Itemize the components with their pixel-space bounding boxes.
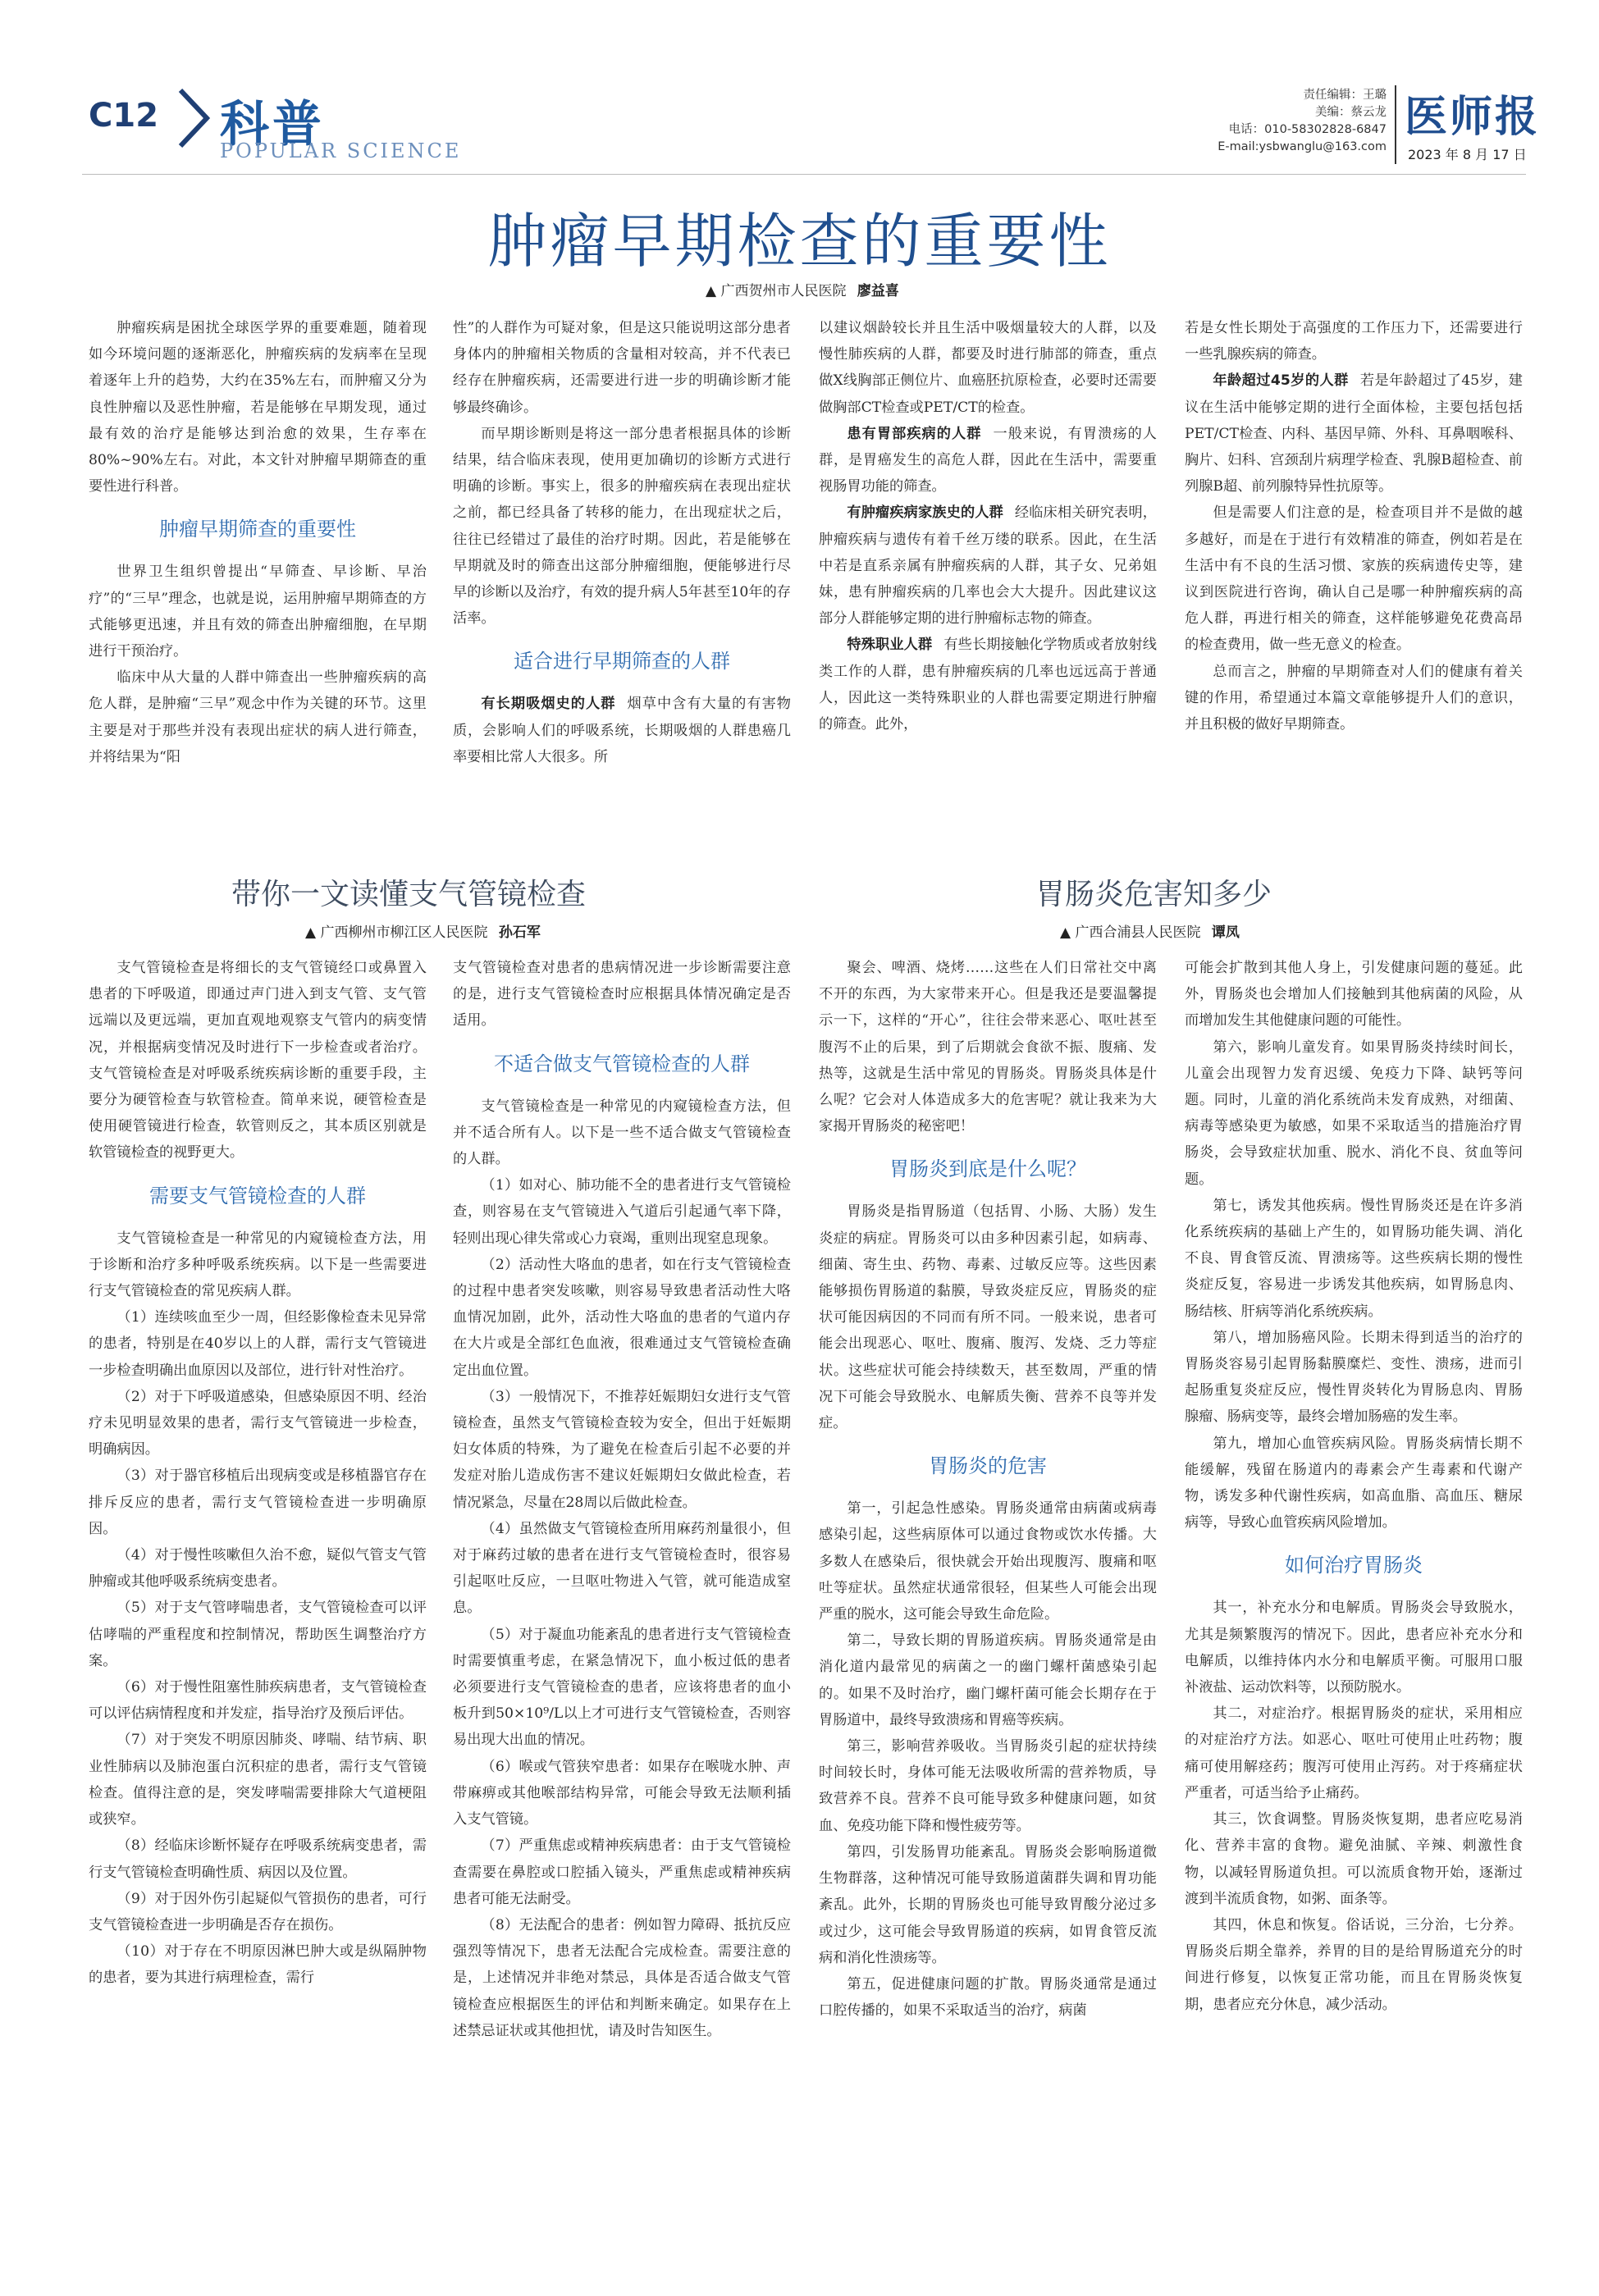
masthead-divider xyxy=(1395,85,1396,164)
paragraph: （7）严重焦虑或精神疾病患者：由于支气管镜检查需要在鼻腔或口腔插入镜头，严重焦虑或精神疾病患者可能无法耐受。 xyxy=(453,1837,791,1907)
article2-byline xyxy=(305,920,541,941)
paragraph-lead: 有长期吸烟史的人群 xyxy=(481,696,616,713)
paragraph-lead: 特殊职业人群 xyxy=(847,637,933,654)
paragraph: （4）对于慢性咳嗽但久治不愈，疑似气管支气管肿瘤或其他呼吸系统病变患者。 xyxy=(89,1547,427,1591)
subheading: 适合进行早期筛查的人群 xyxy=(514,650,730,673)
paragraph: 支气管镜检查是将细长的支气管镜经口或鼻置入患者的下呼吸道，即通过声门进入到支气管、支气管远端以及更远端，更加直观地观察支气管内的病变情况，并根据病变情况及时进行下一步检查或者治疗。支气管镜检查是对呼吸系统疾病诊断的重要手段，主要分为硬管检查与软管检查。简单来说，硬管检查是使用硬管镜进行检查，软管则反之，其本质区别就是软管镜检查的视野更大。 xyxy=(89,960,427,1162)
paragraph: 世界卫生组织曾提出“早筛查、早诊断、早治疗”的“三早”理念，也就是说，运用肿瘤早期筛查的方式能够更迅速，并且有效的筛查出肿瘤细胞，在早期进行干预治疗。 xyxy=(89,564,427,660)
designer-credit: 美编：蔡云龙 xyxy=(1315,106,1387,119)
paragraph: 其三，饮食调整。胃肠炎恢复期，患者应吃易消化、营养丰富的食物。避免油腻、辛辣、刺激性食物，以减轻胃肠道负担。可以流质食物开始，逐渐过渡到半流质食物，如粥、面条等。 xyxy=(1185,1811,1523,1907)
paragraph: 第二，导致长期的胃肠道疾病。胃肠炎通常是由消化道内最常见的病菌之一的幽门螺杆菌感染引起的。如果不及时治疗，幽门螺杆菌可能会长期存在于胃肠道中，最终导致溃疡和胃癌等疾病。 xyxy=(819,1632,1157,1728)
paragraph-text: 有些长期接触化学物质或者放射线类工作的人群，患有肿瘤疾病的几率也远远高于普通人，因此这一类特殊职业的人群也需要定期进行肿瘤的筛查。此外， xyxy=(819,637,1157,733)
paragraph: （5）对于支气管哮喘患者，支气管镜检查可以评估哮喘的严重程度和控制情况，帮助医生调整治疗方案。 xyxy=(89,1600,427,1669)
paragraph: 其四，休息和恢复。俗话说，三分治，七分养。胃肠炎后期全靠养，养胃的目的是给胃肠道充分的时间进行修复，以恢复正常功能，而且在胃肠炎恢复期，患者应充分休息，减少活动。 xyxy=(1185,1916,1523,2013)
paragraph: 临床中从大量的人群中筛查出一些肿瘤疾病的高危人群，是肿瘤“三早”观念中作为关键的环节。这里主要是对于那些并没有表现出症状的病人进行筛查，并将结果为“阳 xyxy=(89,669,427,765)
section-title: 科普 xyxy=(220,96,325,153)
article1-column-3 xyxy=(819,315,1157,865)
paragraph: （7）对于突发不明原因肺炎、哮喘、结节病、职业性肺病以及肺泡蛋白沉积症的患者，需行支气管镜检查。值得注意的是，突发哮喘需要排除大气道梗阻或狭窄。 xyxy=(89,1732,427,1828)
paragraph: （5）对于凝血功能紊乱的患者进行支气管镜检查时需要慎重考虑，在紧急情况下，血小板过低的患者必须要进行支气管镜检查的患者，应该将患者的血小板升到50×10⁹/L以上才可进行支气管镜检查，否则容易出现大出血的情况。 xyxy=(453,1626,791,1749)
paragraph: （6）对于慢性阻塞性肺疾病患者，支气管镜检查可以评估病情程度和并发症，指导治疗及预后评估。 xyxy=(89,1679,427,1723)
paragraph: 第七，诱发其他疾病。慢性胃肠炎还是在许多消化系统疾病的基础上产生的，如胃肠功能失调、消化不良、胃食管反流、胃溃疡等。这些疾病长期的慢性炎症反复，容易进一步诱发其他疾病，如胃肠息肉、肠结核、肝病等消化系统疾病。 xyxy=(1185,1197,1523,1320)
paragraph-lead: 患有胃部疾病的人群 xyxy=(847,425,982,442)
paragraph: 胃肠炎是指胃肠道（包括胃、小肠、大肠）发生炎症的病症。胃肠炎可以由多种因素引起，如病毒、细菌、寄生虫、药物、毒素、过敏反应等。这些因素能够损伤胃肠道的黏膜，导致炎症反应，胃肠炎的症状可能因病因的不同而有所不同。一般来说，患者可能会出现恶心、呕吐、腹痛、腹泻、发烧、乏力等症状。这些症状可能会持续数天，甚至数周，严重的情况下可能会导致脱水、电解质失衡、营养不良等并发症。 xyxy=(819,1203,1157,1432)
paragraph: 第三，影响营养吸收。当胃肠炎引起的症状持续时间较长时，身体可能无法吸收所需的营养物质，导致营养不良。营养不良可能导致多种健康问题，如贫血、免疫功能下降和慢性疲劳等。 xyxy=(819,1738,1157,1834)
header-rule xyxy=(82,174,1526,175)
email-credit: E-mail:ysbwanglu@163.com xyxy=(1218,140,1387,153)
paragraph: （3）一般情况下，不推荐妊娠期妇女进行支气管镜检查，虽然支气管镜检查较为安全，但出于妊娠期妇女体质的特殊，为了避免在检查后引起不必要的并发症对胎儿造成伤害不建议妊娠期妇女做此检查，若情况紧急，尽量在28周以后做此检查。 xyxy=(453,1388,791,1511)
section-subtitle: POPULAR SCIENCE xyxy=(220,139,462,162)
paragraph: 可能会扩散到其他人身上，引发健康问题的蔓延。此外，胃肠炎也会增加人们接触到其他病菌的风险，从而增加发生其他健康问题的可能性。 xyxy=(1185,960,1523,1029)
paragraph: 第八，增加肠癌风险。长期未得到适当的治疗的胃肠炎容易引起胃肠黏膜糜烂、变性、溃疡，进而引起肠重复炎症反应，慢性胃炎转化为胃肠息肉、胃肠腺瘤、肠病变等，最终会增加肠癌的发生率。 xyxy=(1185,1329,1523,1426)
subheading: 胃肠炎到底是什么呢？ xyxy=(889,1157,1086,1181)
paragraph: （4）虽然做支气管镜检查所用麻药剂量很小，但对于麻药过敏的患者在进行支气管镜检查时，很容易引起呕吐反应，一旦呕吐物进入气管，就可能造成窒息。 xyxy=(453,1520,791,1617)
paragraph: （6）喉或气管狭窄患者：如果存在喉咙水肿、声带麻痹或其他喉部结构异常，可能会导致无法顺利插入支气管镜。 xyxy=(453,1758,791,1828)
article3-column-2 xyxy=(1185,955,1523,2267)
paragraph: 性”的人群作为可疑对象，但是这只能说明这部分患者身体内的肿瘤相关物质的含量相对较高，并不代表已经存在肿瘤疾病，还需要进行进一步的明确诊断才能够最终确诊。 xyxy=(453,320,791,416)
editor-credits xyxy=(1132,87,1387,156)
article2-column-1 xyxy=(89,955,427,2267)
subheading: 肿瘤早期筛查的重要性 xyxy=(159,518,356,541)
paragraph: 其一，补充水分和电解质。胃肠炎会导致脱水，尤其是频繁腹泻的情况下。因此，患者应补充水分和电解质，以维持体内水分和电解质平衡。可服用口服补液盐、运动饮料等，以预防脱水。 xyxy=(1185,1600,1523,1696)
byline-org: ▲ 广西合浦县人民医院 xyxy=(1060,924,1201,941)
article1-column-4 xyxy=(1185,315,1523,865)
editor-credit: 责任编辑：王璐 xyxy=(1303,89,1387,102)
paragraph: 其二，对症治疗。根据胃肠炎的症状，采用相应的对症治疗方法。如恶心、呕吐可使用止吐药物；腹痛可使用解痉药；腹泻可使用止泻药。对于疼痛症状严重者，可适当给予止痛药。 xyxy=(1185,1705,1523,1801)
subheading: 需要支气管镜检查的人群 xyxy=(149,1184,366,1207)
byline-author: 谭凤 xyxy=(1211,924,1240,941)
article3-column-1 xyxy=(819,955,1157,2267)
paragraph-text: 烟草中含有大量的有害物质，会影响人们的呼吸系统，长期吸烟的人群患癌几率要相比常人大很多。所 xyxy=(453,696,791,765)
article1-title: 肿瘤早期检查的重要性 xyxy=(487,207,1112,276)
paper-logo: 医师报 xyxy=(1405,92,1541,142)
article3-title: 胃肠炎危害知多少 xyxy=(1035,878,1272,911)
issue-date: 2023 年 8 月 17 日 xyxy=(1408,147,1527,162)
byline-org: ▲ 广西柳州市柳江区人民医院 xyxy=(305,924,488,941)
article1-column-1 xyxy=(89,315,427,865)
paragraph: 第九，增加心血管疾病风险。胃肠炎病情长期不能缓解，残留在肠道内的毒素会产生毒素和代谢产物，诱发多种代谢性疾病，如高血脂、高血压、糖尿病等，导致心血管疾病风险增加。 xyxy=(1185,1435,1523,1531)
article2-title: 带你一文读懂支气管镜检查 xyxy=(231,878,587,911)
paragraph: （1）如对心、肺功能不全的患者进行支气管镜检查，则容易在支气管镜进入气道后引起通气率下降，轻则出现心律失常或心力衰竭，重则出现窒息现象。 xyxy=(453,1177,791,1247)
paragraph: 第一，引起急性感染。胃肠炎通常由病菌或病毒感染引起，这些病原体可以通过食物或饮水传播。大多数人在感染后，很快就会开始出现腹泻、腹痛和呕吐等症状。虽然症状通常很轻，但某些人可能会出现严重的脱水，这可能会导致生命危险。 xyxy=(819,1500,1157,1623)
byline-org: ▲ 广西贺州市人民医院 xyxy=(706,283,847,299)
subheading: 不适合做支气管镜检查的人群 xyxy=(494,1052,750,1075)
paragraph: 而早期诊断则是将这一部分患者根据具体的诊断结果，结合临床表现，使用更加确切的诊断方式进行明确的诊断。事实上，很多的肿瘤疾病在表现出症状之前，都已经具备了转移的能力，在出现症状之后，往往已经错过了最佳的治疗时期。因此，若是能够在早期就及时的筛查出这部分肿瘤细胞，便能够进行尽早的诊断以及治疗，有效的提升病人5年甚至10年的存活率。 xyxy=(453,425,791,628)
article2-column-2 xyxy=(453,955,791,2267)
paragraph: 支气管镜检查是一种常见的内窥镜检查方法，但并不适合所有人。以下是一些不适合做支气管镜检查的人群。 xyxy=(453,1098,791,1168)
paragraph xyxy=(819,632,1157,737)
paragraph: 支气管镜检查是一种常见的内窥镜检查方法，用于诊断和治疗多种呼吸系统疾病。以下是一些需要进行支气管镜检查的常见疾病人群。 xyxy=(89,1230,427,1300)
paragraph: 肿瘤疾病是困扰全球医学界的重要难题，随着现如今环境问题的逐渐恶化，肿瘤疾病的发病率在呈现着逐年上升的趋势，大约在35%左右，而肿瘤又分为良性肿瘤以及恶性肿瘤，若是能够在早期发现，通过最有效的治疗是能够达到治愈的效果，生存率在80%~90%左右。对此，本文针对肿瘤早期筛查的重要性进行科普。 xyxy=(89,320,427,495)
paragraph-lead: 年龄超过45岁的人群 xyxy=(1213,372,1349,390)
byline-author: 孙石军 xyxy=(498,924,541,941)
byline-author: 廖益喜 xyxy=(857,283,899,299)
subheading: 胃肠炎的危害 xyxy=(929,1454,1047,1478)
paragraph: 第五，促进健康问题的扩散。胃肠炎通常是通过口腔传播的，如果不采取适当的治疗，病菌 xyxy=(819,1975,1157,2020)
paragraph: （8）无法配合的患者：例如智力障碍、抵抗反应强烈等情况下，患者无法配合完成检查。需要注意的是，上述情况并非绝对禁忌，具体是否适合做支气管镜检查应根据医生的评估和判断来确定。如果存在上述禁忌证状或其他担忧，请及时告知医生。 xyxy=(453,1916,791,2039)
paragraph: （10）对于存在不明原因淋巴肿大或是纵隔肿物的患者，要为其进行病理检查，需行 xyxy=(89,1943,427,1987)
article1-byline xyxy=(706,279,899,299)
chevron-right-icon xyxy=(174,85,217,151)
paragraph xyxy=(1185,367,1523,500)
paragraph: 聚会、啤酒、烧烤……这些在人们日常社交中离不开的东西，为大家带来开心。但是我还是要温馨提示一下，这样的“开心”，往往会带来恶心、呕吐甚至腹泻不止的后果，到了后期就会食欲不振、腹痛、发热等，这就是生活中常见的胃肠炎。胃肠炎具体是什么呢？它会对人体造成多大的危害呢？就让我来为大家揭开胃肠炎的秘密吧！ xyxy=(819,960,1157,1135)
paragraph: （2）活动性大咯血的患者，如在行支气管镜检查的过程中患者突发咳嗽，则容易导致患者活动性大咯血情况加剧，此外，活动性大咯血的患者的气道内存在大片或是全部红色血液，很难通过支气管镜检查确定出血位置。 xyxy=(453,1256,791,1379)
article3-byline xyxy=(1060,920,1240,941)
paragraph xyxy=(819,500,1157,632)
paragraph: （3）对于器官移植后出现病变或是移植器官存在排斥反应的患者，需行支气管镜检查进一步明确原因。 xyxy=(89,1468,427,1537)
paragraph: 总而言之，肿瘤的早期筛查对人们的健康有着关键的作用，希望通过本篇文章能够提升人们的意识，并且积极的做好早期筛查。 xyxy=(1185,663,1523,733)
column-gap xyxy=(1173,315,1174,848)
paragraph: 但是需要人们注意的是，检查项目并不是做的越多越好，而是在于进行有效精准的筛查，例如若是在生活中有不良的生活习惯、家族的疾病遗传史等，建议到医院进行咨询，确认自己是哪一种肿瘤疾病的高危人群，再进行相关的筛查，这样能够避免花费高昂的检查费用，做一些无意义的检查。 xyxy=(1185,504,1523,654)
paragraph: （8）经临床诊断怀疑存在呼吸系统病变患者，需行支气管镜检查明确性质、病因以及位置。 xyxy=(89,1837,427,1881)
subheading: 如何治疗胃肠炎 xyxy=(1285,1554,1423,1577)
paragraph: 以建议烟龄较长并且生活中吸烟量较大的人群，以及慢性肺疾病的人群，都要及时进行肺部的筛查，重点做X线胸部正侧位片、血癌胚抗原检查，必要时还需要做胸部CT检查或PET/CT的检查。 xyxy=(819,320,1157,416)
paragraph-text: 一般来说，有胃溃疡的人群，是胃癌发生的高危人群，因此在生活中，需要重视肠胃功能的筛查。 xyxy=(819,425,1157,495)
paragraph-lead: 有肿瘤疾病家族史的人群 xyxy=(847,504,1003,522)
paragraph-text: 经临床相关研究表明，肿瘤疾病与遗传有着千丝万缕的联系。因此，在生活中若是直系亲属有肿瘤疾病的人群，其子女、兄弟姐妹，患有肿瘤疾病的几率也会大大提升。因此建议这部分人群能够定期的进行肿瘤标志物的筛查。 xyxy=(819,504,1157,628)
page-number: C12 xyxy=(89,97,159,135)
paragraph: （2）对于下呼吸道感染，但感染原因不明、经治疗未见明显效果的患者，需行支气管镜进一步检查，明确病因。 xyxy=(89,1388,427,1458)
paragraph: 支气管镜检查对患者的患病情况进一步诊断需要注意的是，进行支气管镜检查时应根据具体情况确定是否适用。 xyxy=(453,960,791,1029)
paragraph: 第四，引发肠胃功能紊乱。胃肠炎会影响肠道微生物群落，这种情况可能导致肠道菌群失调和胃功能紊乱。此外，长期的胃肠炎也可能导致胃酸分泌过多或过少，这可能会导致胃肠道的疾病，如胃食管反流病和消化性溃疡等。 xyxy=(819,1843,1157,1966)
paragraph: （9）对于因外伤引起疑似气管损伤的患者，可行支气管镜检查进一步明确是否存在损伤。 xyxy=(89,1890,427,1933)
paragraph xyxy=(819,421,1157,500)
paragraph: 若是女性长期处于高强度的工作压力下，还需要进行一些乳腺疾病的筛查。 xyxy=(1185,320,1523,363)
paragraph: 第六，影响儿童发育。如果胃肠炎持续时间长，儿童会出现智力发育迟缓、免疫力下降、缺钙等问题。同时，儿童的消化系统尚未发育成熟，对细菌、病毒等感染更为敏感，如果不采取适当的措施治疗胃肠炎，会导致症状加重、脱水、消化不良、贫血等问题。 xyxy=(1185,1038,1523,1188)
phone-credit: 电话：010-58302828-6847 xyxy=(1228,123,1387,136)
paragraph xyxy=(453,691,791,770)
paragraph-text: 若是年龄超过了45岁，建议在生活中能够定期的进行全面体检，主要包括包括PET/CT检查、内科、基因早筛、外科、耳鼻咽喉科、胸片、妇科、宫颈刮片病理学检查、乳腺B超检查、前列腺B超、前列腺特异性抗原等。 xyxy=(1185,372,1523,495)
paragraph: （1）连续咳血至少一周，但经影像检查未见异常的患者，特别是在40岁以上的人群，需行支气管镜进一步检查明确出血原因以及部位，进行针对性治疗。 xyxy=(89,1309,427,1379)
article1-column-2 xyxy=(453,315,791,865)
